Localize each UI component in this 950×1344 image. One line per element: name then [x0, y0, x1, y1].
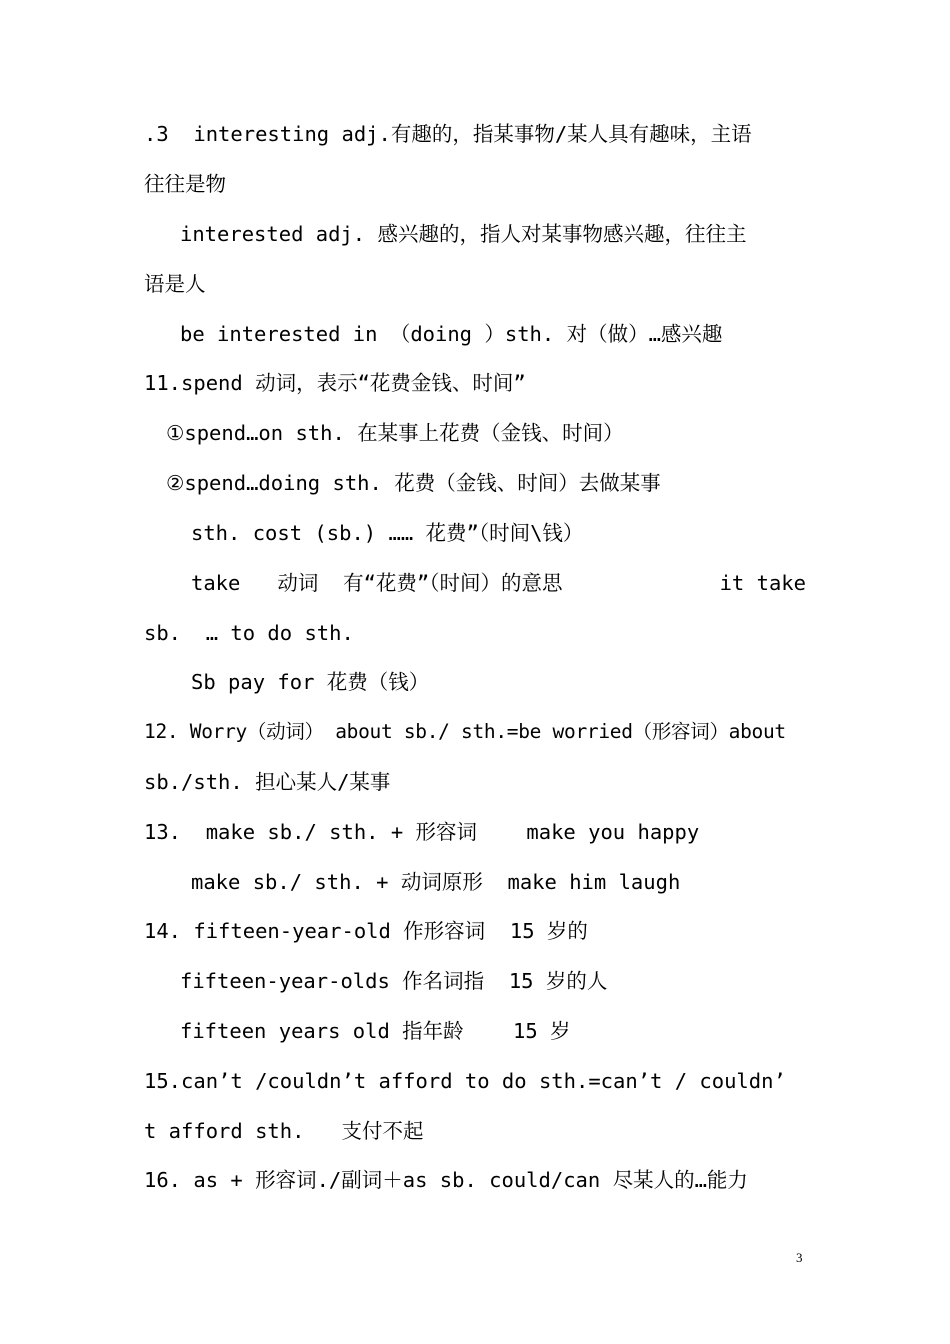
text-line: sth. cost (sb.) …… 花费”（时间\钱）	[191, 521, 584, 545]
text-line: .3 interesting adj.有趣的，指某事物/某人具有趣味，主语	[144, 122, 752, 146]
text-segment: it take	[719, 571, 806, 595]
text-line: Sb pay for 花费（钱）	[191, 670, 430, 694]
text-line: be interested in （doing ）sth. 对（做）…感兴趣	[180, 322, 723, 346]
text-line: fifteen-year-olds 作名词指 15 岁的人	[180, 969, 608, 993]
page-number: 3	[796, 1250, 803, 1265]
text-line: fifteen years old 指年龄 15 岁	[180, 1019, 571, 1043]
text-segment: take 动词 有“花费”（时间）的意思	[191, 571, 563, 595]
text-line: 语是人	[144, 272, 206, 296]
text-line: t afford sth. 支付不起	[144, 1119, 424, 1143]
text-line: make sb./ sth. + 动词原形 make him laugh	[191, 870, 681, 894]
text-line: sb./sth. 担心某人/某事	[144, 770, 391, 794]
text-line: 13. make sb./ sth. + 形容词 make you happy	[144, 820, 700, 844]
text-line: 14. fifteen-year-old 作形容词 15 岁的	[144, 919, 588, 943]
text-line: 16. as + 形容词./副词＋as sb. could/can 尽某人的…能力	[144, 1168, 748, 1192]
text-line: sb. … to do sth.	[144, 621, 354, 645]
text-line: 11.spend 动词，表示“花费金钱、时间”	[144, 371, 526, 395]
text-line: ②spend…doing sth. 花费（金钱、时间）去做某事	[166, 471, 661, 495]
text-line: 12. Worry（动词） about sb./ sth.=be worried（形容词）about	[144, 720, 786, 743]
text-line: 15.can’t /couldn’t afford to do sth.=can’t / couldn’	[144, 1069, 786, 1093]
text-line: 往往是物	[144, 172, 226, 196]
text-line: ①spend…on sth. 在某事上花费（金钱、时间）	[166, 421, 624, 445]
text-line	[191, 570, 806, 596]
text-line: interested adj. 感兴趣的，指人对某事物感兴趣，往往主	[180, 222, 747, 246]
